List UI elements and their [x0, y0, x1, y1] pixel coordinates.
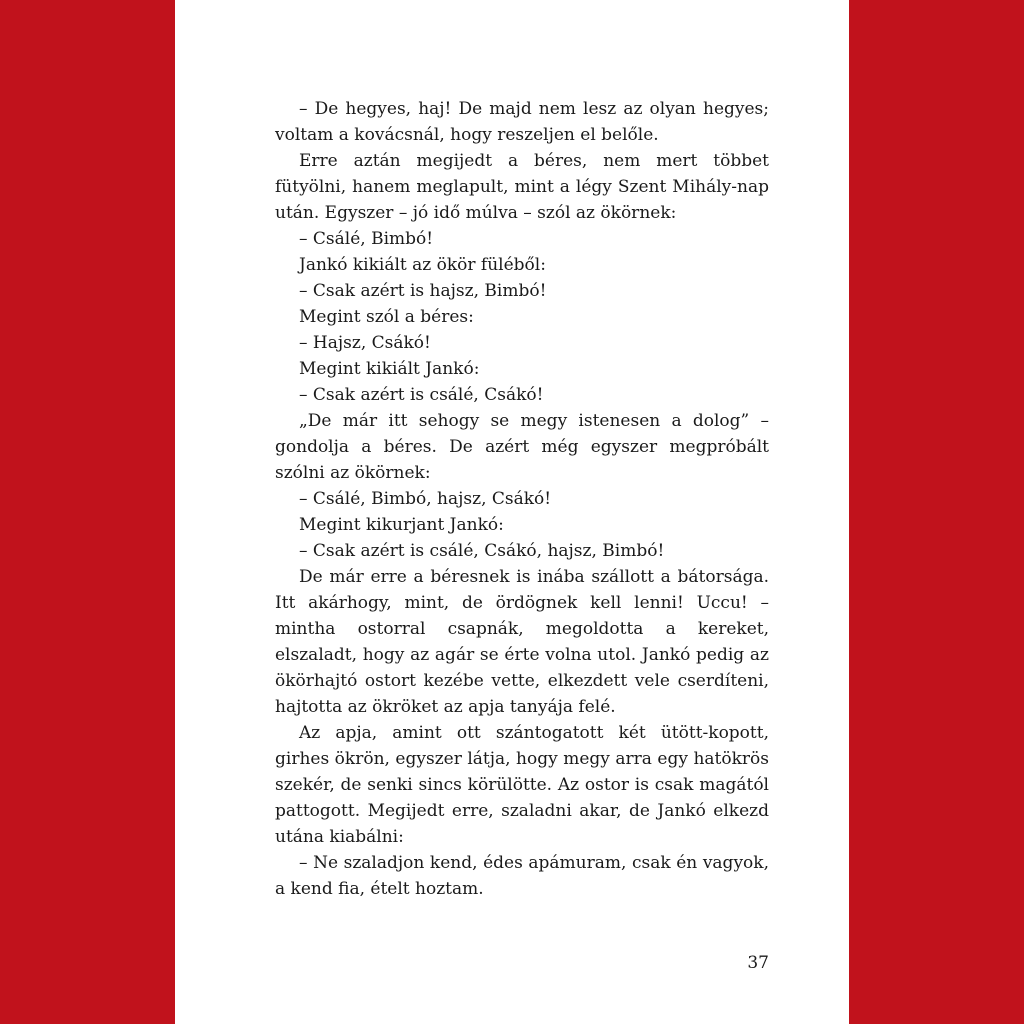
paragraph: – Hajsz, Csákó!: [299, 333, 431, 353]
paragraph: – De hegyes, haj! De majd nem lesz az olyan hegyes; voltam a kovácsnál, hogy reszeljen el belőle.: [275, 99, 769, 145]
paragraph: – Csálé, Bimbó, hajsz, Csákó!: [299, 489, 552, 509]
paragraph: Megint szól a béres:: [299, 307, 474, 327]
paragraph: – Csak azért is csálé, Csákó!: [299, 385, 544, 405]
left-red-band: [0, 0, 175, 1024]
paragraph: Jankó kikiált az ökör füléből:: [299, 255, 546, 275]
paragraph: Erre aztán megijedt a béres, nem mert többet fütyölni, hanem meglapult, mint a légy Szent Mihály-nap után. Egyszer – jó idő múlva – szól az ökörnek:: [275, 151, 769, 223]
body-text: [275, 96, 769, 902]
paragraph: – Csak azért is csálé, Csákó, hajsz, Bimbó!: [299, 541, 665, 561]
right-red-band: [849, 0, 1024, 1024]
paragraph: Az apja, amint ott szántogatott két ütött-kopott, girhes ökrön, egyszer látja, hogy megy arra egy hatökrös szekér, de senki sincs körülötte. Az ostor is csak magától pattogott. Megijedt erre, szaladni akar, de Jankó elkezd utána kiabálni:: [275, 723, 769, 847]
paragraph: Megint kikurjant Jankó:: [299, 515, 504, 535]
paragraph: – Csak azért is hajsz, Bimbó!: [299, 281, 547, 301]
paragraph: – Csálé, Bimbó!: [299, 229, 434, 249]
page-number: 37: [747, 953, 769, 973]
paragraph: – Ne szaladjon kend, édes apámuram, csak én vagyok, a kend fia, ételt hoztam.: [275, 853, 769, 899]
paragraph: „De már itt sehogy se megy istenesen a dolog” – gondolja a béres. De azért még egyszer megpróbált szólni az ökörnek:: [275, 411, 769, 483]
paragraph: De már erre a béresnek is inába szállott a bátorsága. Itt akárhogy, mint, de ördögnek kell lenni! Uccu! – mintha ostorral csapnák, megoldotta a kereket, elszaladt, hogy az agár se érte volna utol. Jankó pedig az ökörhajtó ostort kezébe vette, elkezdett vele cserdíteni, hajtotta az ökröket az apja tanyája felé.: [275, 567, 769, 717]
book-page: [175, 0, 849, 1024]
paragraph: Megint kikiált Jankó:: [299, 359, 480, 379]
